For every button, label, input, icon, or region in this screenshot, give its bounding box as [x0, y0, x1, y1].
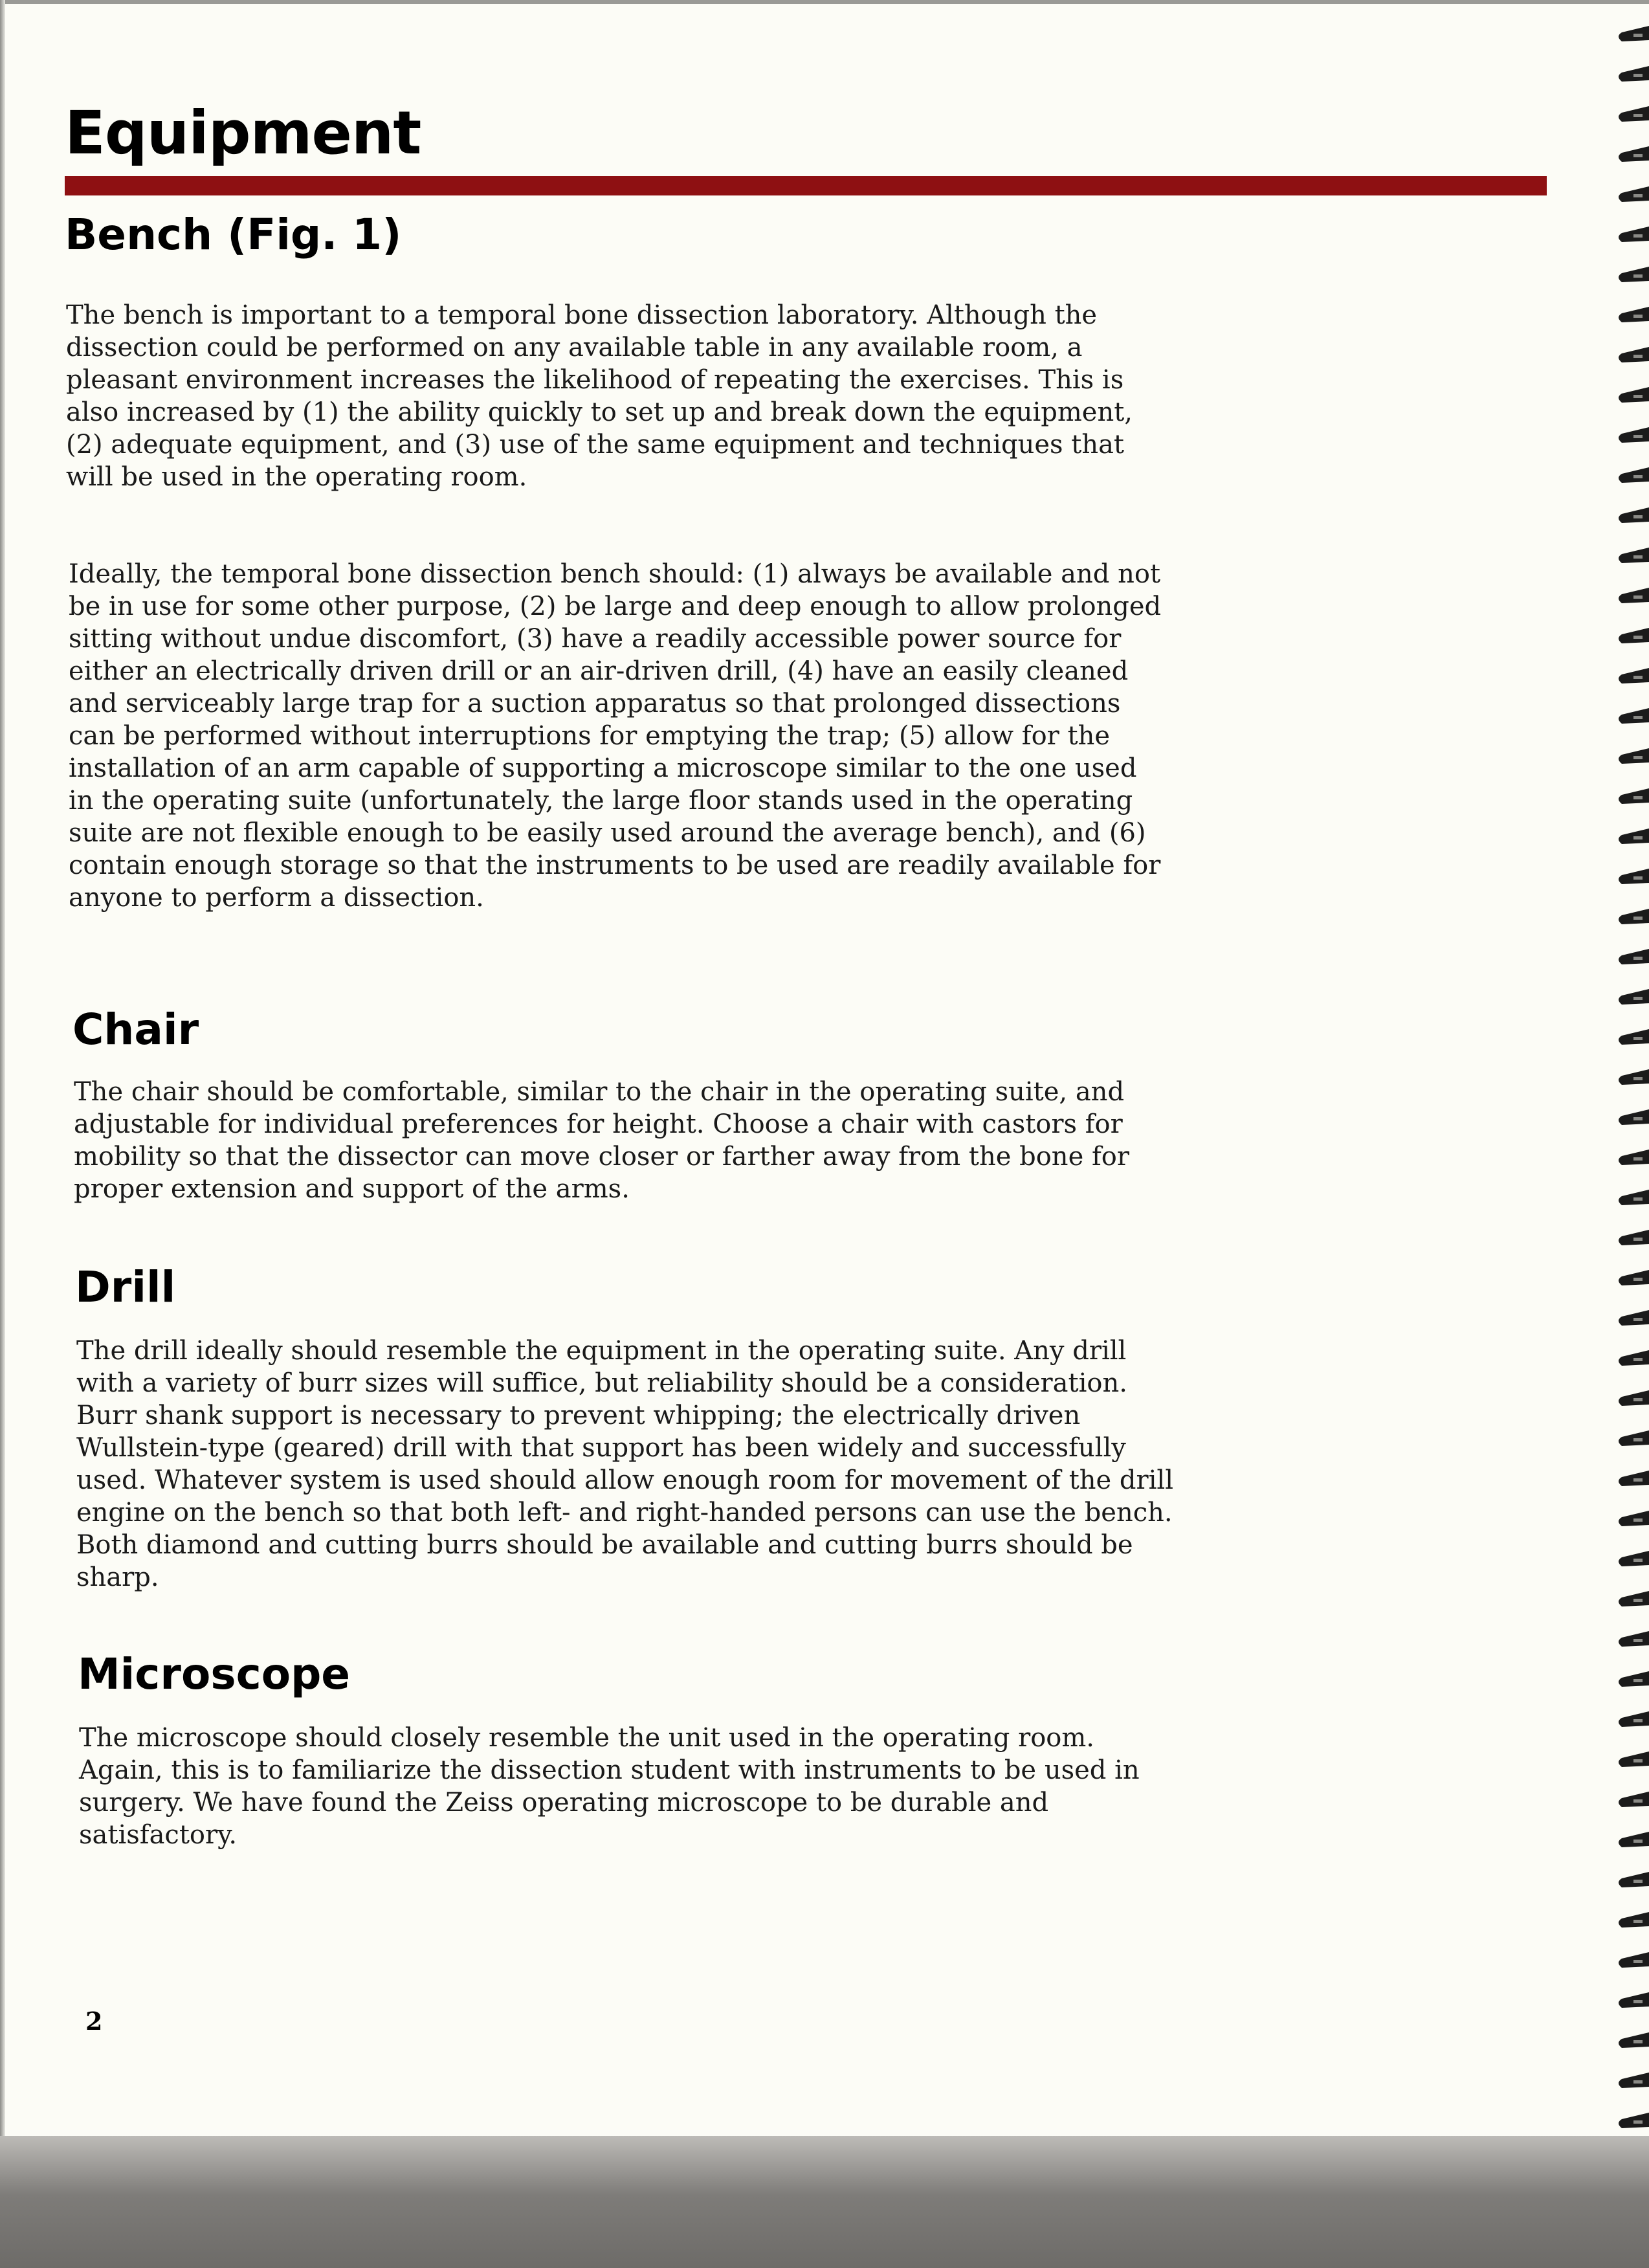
section-heading-drill: Drill	[75, 1262, 176, 1312]
section-heading-chair: Chair	[72, 1005, 199, 1054]
page-title: Equipment	[65, 98, 421, 168]
paragraph-bench-2: Ideally, the temporal bone dissection bench should: (1) always be available and not be in use for some other purpose, (2) be large and deep enough to allow prolonged sitting without undue discomfort, (3) have a readily accessible power source for either an electrically driven drill or an air-driven drill, (4) have an easily cleaned and serviceably large trap for a suction apparatus so that prolonged dissections can be performed without interruptions for emptying the trap; (5) allow for the installation of an arm capable of supporting a microscope similar to the one used in the operating suite (unfortunately, the large floor stands used in the operating suite are not flexible enough to be easily used around the average bench), and (6) contain enough storage so that the instruments to be used are readily available for anyone to perform a dissection.	[69, 559, 1162, 913]
paragraph-drill: The drill ideally should resemble the equipment in the operating suite. Any drill with a variety of burr sizes will suffice, but reliability should be a consideration. Burr shank support is necessary to prevent whipping; the electrically driven Wullstein-type (geared) drill with that support has been widely and successfully used. Whatever system is used should allow enough room for movement of the drill engine on the bench so that both left- and right-handed persons can use the bench. Both diamond and cutting burrs should be available and cutting burrs should be sharp.	[76, 1336, 1174, 1592]
section-heading-microscope: Microscope	[78, 1649, 351, 1699]
title-rule	[65, 176, 1547, 195]
paragraph-microscope: The microscope should closely resemble the unit used in the operating room. Again, this is to familiarize the dissection student with instruments to be used in surgery. We have found the Zeiss operating microscope to be durable and satisfactory.	[79, 1723, 1140, 1850]
paragraph-chair: The chair should be comfortable, similar to the chair in the operating suite, and adjustable for individual preferences for height. Choose a chair with castors for mobility so that the dissector can move closer or farther away from the bone for proper extension and support of the arms.	[74, 1077, 1129, 1204]
section-heading-bench: Bench (Fig. 1)	[65, 210, 402, 260]
page-number: 2	[85, 2007, 103, 2036]
spiral-binding-icon	[1610, 0, 1649, 2149]
scan-shadow-band	[0, 2136, 1649, 2268]
paragraph-bench-1: The bench is important to a temporal bone dissection laboratory. Although the dissection could be performed on any available table in any available room, a pleasant environment increases the likelihood of repeating the exercises. This is also increased by (1) the ability quickly to set up and break down the equipment, (2) adequate equipment, and (3) use of the same equipment and techniques that will be used in the operating room.	[66, 300, 1133, 492]
page-top-edge	[0, 0, 1649, 4]
page-left-edge	[0, 0, 5, 2149]
